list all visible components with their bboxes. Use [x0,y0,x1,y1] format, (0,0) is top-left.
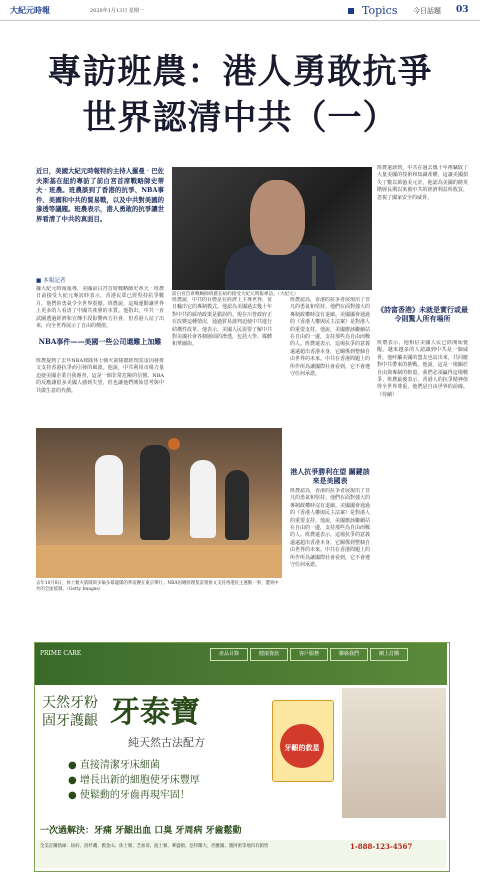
player-figure [190,460,216,538]
ad-badge [280,724,324,768]
headline-line-2: 世界認清中共（一） [82,98,398,138]
subhead-nba: NBA事件——美國一些公司還難上加難 [38,337,162,346]
player-figure [225,470,249,540]
court-floor [36,545,282,578]
ad-link[interactable]: 客戶服務 [290,648,328,661]
section-subtitle: 今日話題 [413,7,441,15]
issue-date: 2020年1月13日 星期一 [90,8,144,14]
player-figure [140,445,170,540]
player-figure [95,455,123,535]
ad-subtitle: 純天然古法配方 [128,736,205,749]
headline-line-1: 專訪班農：港人勇敢抗爭 [47,52,433,92]
ad-product-name: 牙泰寶 [110,695,200,730]
masthead [0,0,480,21]
ad-brand-line-2: 固牙護齦 [42,713,98,729]
couple-photo [342,688,446,818]
article-column-4 [377,165,468,300]
ad-bullet: ● 增長出新的細胞使牙床豐厚 [68,775,200,786]
article-column-3 [290,297,370,465]
article-lead: 近日，美國大紀元時報特約主持人羅曼‧巴佐夫斯基在紐約專訪了前白宮首席戰略師史蒂夫‧班農。班農談到了香港的抗爭、NBA事件、美國和中共的貿易戰，以及中共對美國的滲透等議題。班農表示，港人勇敢的抗爭讓世界看清了中共的真面目。 [36,167,164,223]
ad-badge-text: 牙齦的救星 [284,743,320,752]
photo-figure-head [250,180,305,255]
column-3-text: 班農認為，香港的抗爭者展現出了非凡的勇氣和堅持。他們在面對強大的專制政權時沒有退縮。美國國會通過的《香港人權與民主法案》是對港人的重要支持。他說，美國應該繼續站在自由的一邊，支持那些為自由而戰的人。班農還表示，這場抗爭的意義遠遠超出香港本身，它關係到整個自由世界的未來。中共在香港問題上的所作所為讓國際社會看到，它不會遵守任何承諾。 [290,297,370,378]
ad-logo: PRIME CARE [40,650,82,657]
ad-link[interactable]: 聯絡我們 [330,648,368,661]
article-column-1b [36,358,164,426]
ad-link[interactable]: 產品目錄 [210,648,248,661]
ad-link[interactable]: 網上訂購 [370,648,408,661]
ad-link[interactable]: 健康資訊 [250,648,288,661]
topics-icon [347,7,355,15]
ad-bullet: ● 直接清潔牙床細菌 [68,760,160,771]
ad-brand-line-1: 天然牙粉 [42,695,98,711]
column-1-text: 據大紀元時報報導，美國前白宮首席戰略師史蒂夫‧班農日前接受大紀元專訪時表示，香港民眾已經堅持抗爭數月，他們的勇氣令全世界震撼。班農說，這場運動讓世界上更多的人看清了中國共產黨的本質。他指出，中共一直試圖透過經濟和宣傳手段影響西方社會，但香港人站了出來，向全世界展示了自由的價值。 [36,286,164,330]
newspaper-logo: 大紀元時報 [10,5,50,15]
byline: ■ 本報記者 [36,278,66,284]
article-column-2 [172,297,272,425]
article-column-3b [290,488,370,628]
ad-bullet: ● 使鬆動的牙齒再現牢固！ [68,790,190,801]
column-4b-text: 班農表示，他相信美國人民已經開始覺醒。越來越多的人認識到中共是一個威脅。他呼籲美國的盟友也站出來，共同應對中共帶來的挑戰。他說，這是一場關於自由與專制的較量，我們必須贏得這場戰爭。班農最後表示，香港人的抗爭精神值得全世界尊重，他們是自由世界的前線。（待續） [377,340,468,398]
column-1b-text: 班農提到了去年NBA球隊休士頓火箭隊總經理莫雷因發推文支持香港抗爭而引發的風波。他說，中共利用市場力量迫使美國企業自我審查，這是一個非常危險的信號。NBA的反應讓很多美國人感到失望，但也讓他們開始思考與中共做生意的代價。 [36,358,164,394]
photo-caption: 前白宮首席戰略師班農在紐約接受大紀元時報專訪。（大紀元） [172,292,299,297]
ad-phone-number[interactable]: 1-888-123-4567 [350,842,413,851]
basketball-icon [168,438,180,450]
subhead-hongkong: 港人抗爭勝利在望 關鍵該來是美國表 [290,467,370,485]
article-column-4b [377,340,468,625]
basketball-caption: 去年10月8日，休士頓火箭隊與多倫多暴龍隊的季前賽在東京舉行。NBA因總經理莫雷發推文支持香港民主運動一事，遭到中共的全面抵制。（Getty Images） [36,581,279,593]
subhead-law: 《詩富香港》未就是實行或最令則驚人所有場所 [377,305,468,323]
column-3b-text: 班農認為，香港的抗爭者展現出了非凡的勇氣和堅持。他們在面對強大的專制政權時沒有退縮。美國國會通過的《香港人權與民主法案》是對港人的重要支持。他說，美國應該繼續站在自由的一邊，支持那些為自由而戰的人。班農還表示，這場抗爭的意義遠遠超出香港本身，它關係到整個自由世界的未來。中共在香港問題上的所作所為讓國際社會看到，它不會遵守任何承諾。 [290,488,370,569]
microphone-icon [312,256,316,286]
column-2-text: 班農說，中共的目標是在經濟上主導世界，並且輸出它的專制模式。他認為美國過去幾十年對中共的綏靖政策是錯誤的。現在川普政府正在改變這種情況，通過貿易談判迫使中共進行結構性改革。他表示，美國人民需要了解中共對美國社會各個層面的滲透，包括大學、媒體和華爾街。 [172,297,272,348]
column-4-text: 班農還談到，中共在過去幾十年裡竊取了大量美國的技術和知識產權，這讓美國損失了數以萬億美元計。他認為美國的精英階層長期以來被中共的經濟利益所收買，忽視了國家安全的威脅。 [377,165,468,201]
page-number: 03 [456,5,469,15]
section-title: Topics [362,4,398,17]
ad-solutions: 一次過解決：牙痛 牙龈出血 口臭 牙周病 牙齒鬆動 [40,826,242,836]
ad-footer-text: 全美訂購熱線：紐約、洛杉磯、舊金山、休士頓、芝加哥、波士頓、華盛頓、亞特蘭大、西雅圖、邁阿密等地均有銷售 [40,844,269,849]
